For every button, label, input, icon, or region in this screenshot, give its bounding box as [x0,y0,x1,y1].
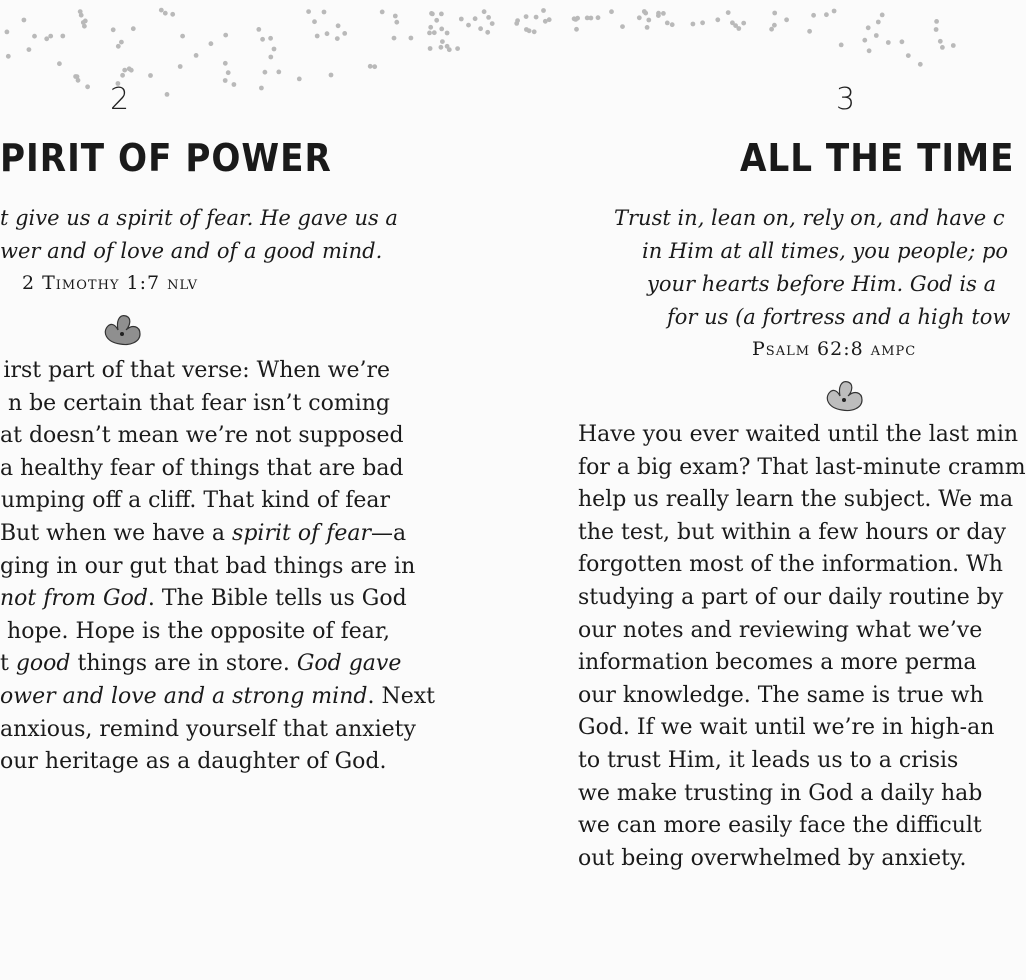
body-text-run: ging in our gut that bad things are in [0,553,416,579]
decor-dot [839,43,844,48]
decor-dot [532,29,537,34]
decor-dot [119,40,124,45]
body-text-run: n be certain that fear isn’t coming [7,390,390,416]
decor-dot [661,11,666,16]
decor-dot [60,34,65,39]
body-line: to trust Him, it leads us to a crisis [578,748,959,773]
decor-dot [223,61,228,66]
decor-dot [691,22,696,27]
body-line: out being overwhelmed by anxiety. [578,845,967,871]
decor-dot [543,19,548,24]
decor-dot [392,36,397,41]
decor-dot [372,64,377,69]
decor-dot [490,21,495,26]
decor-dot [44,36,49,41]
body-line [0,521,407,546]
decor-dot [866,25,871,30]
dotted-border-decoration [0,0,980,140]
decor-dot [514,21,519,26]
decor-dot [306,9,311,14]
decor-dot [440,39,445,44]
body-line: help us really learn the subject. We ma [578,487,1014,513]
decor-dot [478,26,483,31]
body-text-run: . The Bible tells us God [147,586,407,612]
decor-dot [807,29,812,34]
decor-dot [122,68,127,73]
decor-dot [165,92,170,97]
decor-dot [940,45,945,50]
decor-dot [541,8,546,13]
body-line: we make trusting in God a daily hab [578,780,983,806]
decor-dot [482,9,487,14]
decor-dot [5,30,10,35]
decor-dot [938,39,943,44]
decor-dot [585,16,590,21]
decor-dot [194,53,199,58]
decor-dot [485,30,490,35]
body-text-run: things are in store. [70,651,297,677]
verse-line: Trust in, lean on, rely on, and have c [614,206,1005,230]
body-line: God. If we wait until we’re in high-an [578,715,995,741]
scripture-verse [0,202,398,268]
decor-dot [736,26,741,31]
decor-dot [665,21,670,26]
decor-dot [439,12,444,17]
decor-dot [609,9,614,14]
decor-dot [232,82,237,87]
flower-icon [100,310,144,350]
decor-dot [329,73,334,78]
body-text-run: t [0,651,16,677]
decor-dot [447,47,452,52]
italic-text: spirit of fear [232,521,372,546]
body-text-run: . Next [367,684,435,709]
decor-dot [772,23,777,28]
body-line [0,358,390,383]
decor-dot [131,26,136,31]
scripture-reference: Psalm 62:8 ampc [752,338,917,360]
body-text-run: —a [371,521,407,546]
decor-dot [432,30,437,35]
decor-dot [574,27,579,32]
decor-dot [272,47,277,52]
body-line [0,586,407,612]
decor-dot [57,61,62,66]
decor-dot [409,36,414,41]
decor-dot [342,31,347,36]
decor-dot [268,36,273,41]
decor-dot [22,18,27,23]
decor-dot [27,47,32,52]
decor-dot [85,84,90,89]
decor-dot [726,10,731,15]
decor-dot [527,28,532,33]
scripture-reference: 2 Timothy 1:7 nlv [22,272,199,294]
decor-dot [439,27,444,32]
decor-dot [900,39,905,44]
decor-dot [32,34,37,39]
decor-dot [223,78,228,83]
decor-dot [73,74,78,79]
decor-dot [428,46,433,51]
italic-text: good [15,651,71,677]
body-line [0,716,416,742]
decor-dot [596,15,601,20]
chapter-title: PIRIT OF POWER [0,136,332,180]
verse-line: for us (a fortress and a high tow [667,305,1011,329]
decor-dot [880,13,885,18]
decor-dot [209,41,214,46]
decor-dot [784,17,789,22]
decor-dot [263,70,268,75]
body-text-run: our heritage as a daughter of God. [0,749,387,775]
decor-dot [260,37,265,42]
body-line [0,391,390,416]
body-text-run: umping off a cliff. That kind of fear [0,488,390,514]
body-line: our knowledge. The same is true wh [578,682,984,708]
italic-text: God gave [296,651,402,677]
body-line [0,553,416,579]
decor-dot [159,8,164,13]
decor-dot [116,44,121,49]
flower-icon [822,376,866,416]
decor-dot [82,24,87,29]
body-line: for a big exam? That last-minute cramm [578,454,1026,480]
decor-dot [824,12,829,17]
decor-dot [394,20,399,25]
verse-line: in Him at all times, you people; po [642,239,1009,263]
body-text-run: a healthy fear of things that are bad [0,455,404,481]
decor-dot [620,24,625,29]
decor-dot [918,62,923,67]
decor-dot [48,34,53,39]
body-text-run: But when we have a [0,521,233,546]
body-line [0,749,390,774]
body-line: information becomes a more perma [578,650,977,676]
decor-dot [256,27,261,32]
decor-dot [430,12,435,17]
body-line [0,455,404,481]
body-line: studying a part of our daily routine by [578,585,1004,610]
decor-dot [120,73,125,78]
body-line [0,684,435,709]
decor-dot [297,77,302,82]
decor-dot [170,12,175,17]
decor-dot [886,40,891,45]
decor-dot [656,13,661,18]
page-number: 3 [836,82,856,117]
decor-dot [428,25,433,30]
body-text-run: anxious, remind yourself that anxiety [0,716,416,742]
decor-dot [486,15,491,20]
decor-dot [715,17,720,22]
verse-line: wer and of love and of a good mind. [0,239,383,263]
italic-text: ower and love and a strong mind [0,684,368,709]
body-line: Have you ever waited until the last min [578,422,1019,447]
decor-dot [315,34,320,39]
decor-dot [276,70,281,75]
decor-dot [268,55,273,60]
decor-dot [325,31,330,36]
decor-dot [111,27,116,32]
decor-dot [178,64,183,69]
body-text-run: at doesn’t mean we’re not supposed [0,423,404,449]
decor-dot [772,11,777,16]
body-line [0,619,390,644]
body-line [0,423,404,449]
decor-dot [226,70,231,75]
verse-line: t give us a spirit of fear. He gave us a [0,206,398,230]
decor-dot [322,10,327,15]
chapter-title: ALL THE TIME [740,136,1015,180]
body-line [0,488,390,513]
decor-dot [434,18,439,23]
decor-dot [259,86,264,91]
decor-dot [427,31,432,36]
decor-dot [380,10,385,15]
body-line: forgotten most of the information. Wh [578,552,1003,578]
decor-dot [368,64,373,69]
body-line: the test, but within a few hours or day [578,519,1007,545]
decor-dot [876,20,881,25]
italic-text: not from God [0,586,148,612]
decor-dot [180,34,185,39]
decor-dot [951,43,956,48]
decor-dot [127,66,132,71]
decor-dot [83,19,88,24]
decor-dot [455,46,460,51]
decor-dot [741,21,746,26]
decor-dot [573,17,578,22]
decor-dot [466,23,471,28]
decor-dot [832,9,837,14]
decor-dot [459,17,464,22]
decor-dot [769,27,774,32]
decor-dot [6,54,11,59]
decor-dot [874,33,879,38]
decor-dot [79,13,84,18]
decor-dot [645,25,650,30]
decor-dot [524,14,529,19]
decor-dot [312,19,317,24]
scripture-verse [614,202,1010,334]
decor-dot [445,31,450,36]
body-text-run: irst part of that verse: When we’re [3,358,390,383]
decor-dot [163,11,168,16]
decor-dot [439,45,444,50]
decor-dot [934,19,939,24]
body-line: we can more easily face the difficult [578,813,982,839]
body-line: our notes and reviewing what we’ve [578,617,983,643]
decor-dot [811,13,816,18]
decor-dot [473,16,478,21]
decor-dot [393,14,398,19]
decor-dot [646,18,651,23]
decor-dot [637,15,642,20]
body-text-run: hope. Hope is the opposite of fear, [7,618,390,644]
decor-dot [700,20,705,25]
decor-dot [335,36,340,41]
decor-dot [148,73,153,78]
page-number: 2 [110,82,130,117]
body-line [0,651,402,677]
decor-dot [336,23,341,28]
decor-dot [862,38,867,43]
decor-dot [534,15,539,20]
decor-dot [670,22,675,27]
decor-dot [934,27,939,32]
decor-dot [643,11,648,16]
decor-dot [223,33,228,38]
decor-dot [867,48,872,53]
decor-dot [906,53,911,58]
verse-line: your hearts before Him. God is a [647,272,997,296]
